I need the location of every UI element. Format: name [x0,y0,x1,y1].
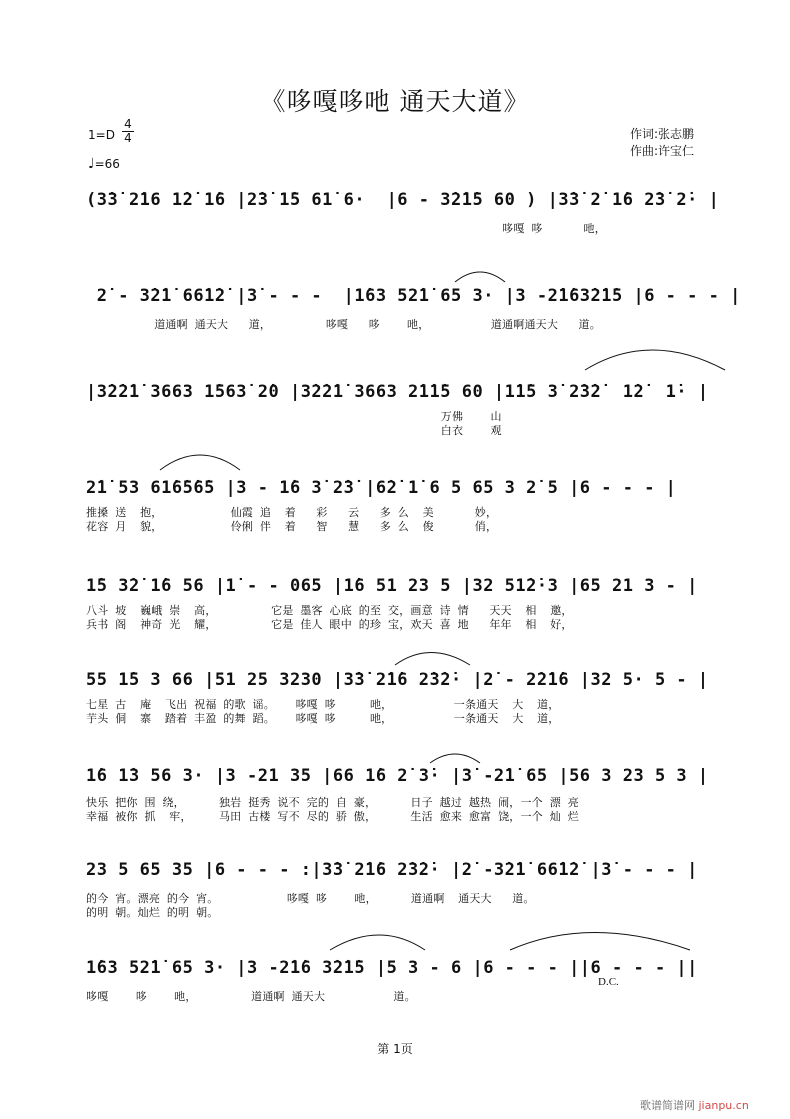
time-signature-top: 4 [122,118,134,132]
da-capo-marking: D.C. [598,976,619,988]
slur-icon [160,455,240,470]
notation-line: |3̇2̇2̇1̇ 3663 1̇563̇ 2̇0 |3̇2̇2̇1̇ 3663 2̇1̇1̇5 60 |1̇1̇5 3̇ 2̇3̇2̇ 1̇2̇ 1̇· | [86,382,709,402]
lyric-line: 推搡 送 抱， 仙霞 追 着 彩 云 多 么 美 妙， [86,506,498,519]
quarter-note-icon: ♩ [88,156,95,172]
lyric-line: 道通啊 通天大 道， 哆嘎 哆 吔， 道通啊通天大 道。 [86,318,601,331]
tempo-value: =66 [94,157,120,171]
notation-line: 1̇5 3̇2̇ 1̇6 56 |1̇ - - 065 |1̇6 51 23 5 |32 51̇2̇·3 |65 21 3 - | [86,576,698,596]
site-watermark [640,1097,749,1113]
lyric-line: 哆嘎 哆 吔， [86,222,606,235]
slur-icon [585,350,725,370]
lyric-line: 白衣 观 [86,424,502,437]
slur-icon [455,272,505,282]
lyric-line: 七星 古 庵 飞出 祝福 的歌 谣。 哆嘎 哆 吔， 一条通天 大 道， [86,698,560,711]
lyric-line: 花容 月 貌， 伶俐 伴 着 智 慧 多 么 俊 俏， [86,520,498,533]
lyricist: 作词:张志鹏 [630,127,695,141]
lyric-line: 八斗 坡 巍峨 崇 高， 它是 墨客 心底 的至 交，画意 诗 情 天天 相 邀， [86,604,573,617]
lyric-line: 快乐 把你 围 绕， 独岩 挺秀 说不 完的 自 豪， 日子 越过 越热 闹，一个 漂 亮 [86,796,579,809]
time-signature-bottom: 4 [124,131,132,145]
score-title: 《哆嘎哆吔 通天大道》 [260,87,530,116]
notation-line: 55 1̇5 3 66 |51 25 3230 |3̇3̇ 2̇1̇6 2̇3̇2̇· |2̇ - 2̇2̇1̇6 |32 5· 5 - | [86,670,709,690]
slur-icon [330,935,425,950]
watermark-site: 歌谱简谱网 [640,1099,695,1112]
lyric-line: 兵书 阁 神奇 光 耀， 它是 佳人 眼中 的珍 宝，欢天 喜 地 年年 相 好， [86,618,573,631]
notation-line: 23 5 65 35 |6 - - - :|3̇3̇ 2̇1̇6 2̇3̇2̇· |2̇ -3̇2̇1̇ 66̇1̇2̇ |3̇ - - - | [86,860,698,880]
lyric-line: 芋头 侗 寨 踏着 丰盈 的舞 蹈。 哆嘎 哆 吔， 一条通天 大 道， [86,712,560,725]
lyric-line: 哆嘎 哆 吔， 道通啊 通天大 道。 [86,990,416,1003]
page-number: 第 1页 [377,1042,413,1056]
notation-line: (3̇3̇ 2̇16 1̇2̇ 1̇6 |2̇3̇ 1̇5 61̇ 6· |6 - 3̇2̇1̇5 60 ) |3̇3̇ 2̇ 1̇6 2̇3̇ 2̇· | [86,190,720,210]
key-signature: 1=D [88,128,115,142]
notation-line: 1̇63 52̇1̇ 65 3· |3 -2̇1̇6 3̇2̇1̇5 |5 3 - 6 |6 - - - ||6 - - - || [86,958,698,978]
notation-line: 2̇1̇ 53 61̇6̇5̇6̇5 |3 - 1̇6 3̇ 2̇3̇ |6̇2̇ 1̇ 6 5 65 3 2̇ 5 |6 - - - | [86,478,677,498]
notation-line: 1̇6 1̇3 56 3· |3 -21 35 |66 1̇6 2̇ 3̇· |3̇ -2̇1̇ 65 |56 3 23 5 3 | [86,766,709,786]
slur-icon [430,754,480,763]
notation-line: 2̇ - 3̇2̇1̇ 66̇1̇2̇ |3̇ - - - |1̇63 52̇1̇ 65 3· |3 -2̇1̇63̇2̇1̇5 |6 - - - | [86,286,741,306]
slur-icon [510,933,690,951]
composer: 作曲:许宝仁 [630,144,695,158]
lyric-line: 的今 宵。漂亮 的今 宵。 哆嘎 哆 吔， 道通啊 通天大 道。 [86,892,535,905]
lyric-line: 幸福 被你 抓 牢， 马田 古楼 写不 尽的 骄 傲， 生活 愈来 愈富 饶，一个 灿 烂 [86,810,579,823]
lyric-line: 的明 朝。灿烂 的明 朝。 [86,906,219,919]
slur-icon [395,653,470,666]
watermark-url: jianpu.cn [698,1099,749,1112]
lyric-line: 万佛 山 [86,410,502,423]
